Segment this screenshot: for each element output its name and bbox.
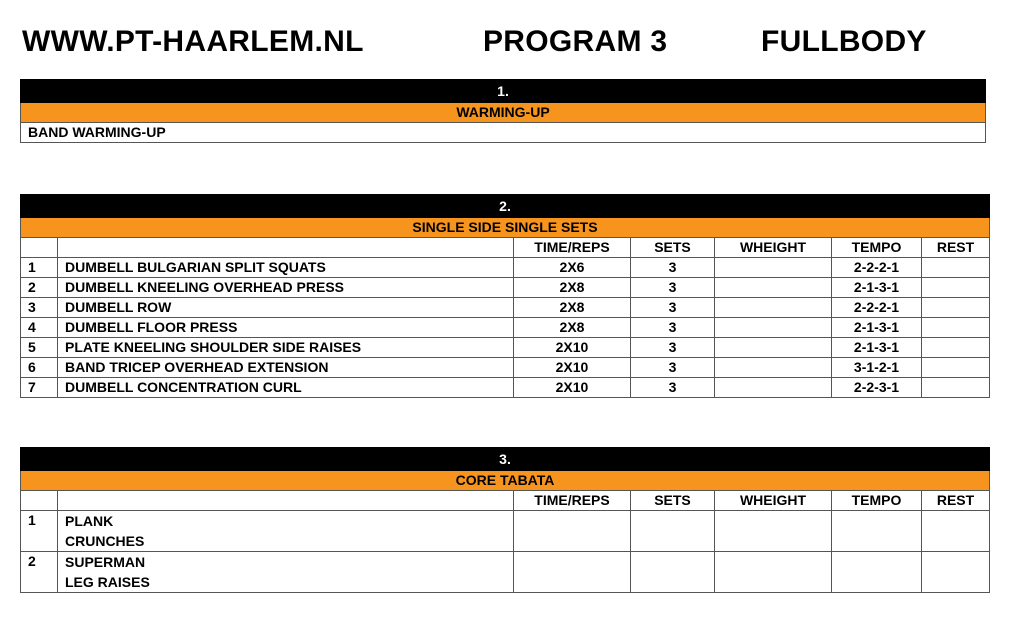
row-number: 2: [21, 552, 58, 593]
tempo-cell: 3-1-2-1: [832, 358, 922, 378]
sets-cell: 3: [631, 318, 715, 338]
section-core-tabata-table: [20, 447, 990, 593]
table-row: [21, 552, 990, 593]
sets-cell[interactable]: [631, 511, 715, 552]
rest-cell[interactable]: [922, 318, 990, 338]
rest-cell[interactable]: [922, 358, 990, 378]
exercise-name: PLATE KNEELING SHOULDER SIDE RAISES: [58, 338, 514, 358]
exercise-name: CRUNCHES: [65, 533, 145, 549]
col-time-reps: TIME/REPS: [514, 491, 631, 511]
exercise-name: LEG RAISES: [65, 574, 150, 590]
row-number: 1: [21, 258, 58, 278]
section-number: 3.: [21, 448, 990, 471]
row-number: 3: [21, 298, 58, 318]
col-weight: WHEIGHT: [715, 238, 832, 258]
col-sets: SETS: [631, 238, 715, 258]
tempo-cell: 2-1-3-1: [832, 338, 922, 358]
program-title: PROGRAM 3: [483, 25, 668, 58]
weight-cell[interactable]: [715, 552, 832, 593]
exercise-pair: [58, 511, 514, 552]
table-row: [21, 278, 990, 298]
rest-cell[interactable]: [922, 338, 990, 358]
section-warming-up-table: [20, 79, 986, 143]
rest-cell[interactable]: [922, 258, 990, 278]
tempo-cell[interactable]: [832, 552, 922, 593]
exercise-pair: [58, 552, 514, 593]
sets-cell: 3: [631, 258, 715, 278]
col-tempo: TEMPO: [832, 238, 922, 258]
weight-cell[interactable]: [715, 258, 832, 278]
exercise-name: DUMBELL FLOOR PRESS: [58, 318, 514, 338]
row-number: 6: [21, 358, 58, 378]
exercise-name: SUPERMAN: [65, 554, 146, 570]
table-row: [21, 378, 990, 398]
reps-cell: 2X10: [514, 378, 631, 398]
section-title: WARMING-UP: [21, 103, 986, 123]
row-number: 1: [21, 511, 58, 552]
column-header-row: [21, 491, 990, 511]
tempo-cell: 2-1-3-1: [832, 278, 922, 298]
weight-cell[interactable]: [715, 511, 832, 552]
section-number: 2.: [21, 195, 990, 218]
section-single-sets-table: [20, 194, 990, 398]
exercise-name: DUMBELL BULGARIAN SPLIT SQUATS: [58, 258, 514, 278]
col-rest: REST: [922, 238, 990, 258]
table-row: [21, 258, 990, 278]
row-number: 5: [21, 338, 58, 358]
weight-cell[interactable]: [715, 278, 832, 298]
rest-cell[interactable]: [922, 278, 990, 298]
weight-cell[interactable]: [715, 358, 832, 378]
weight-cell[interactable]: [715, 378, 832, 398]
col-weight: WHEIGHT: [715, 491, 832, 511]
reps-cell: 2X6: [514, 258, 631, 278]
page-header: [22, 24, 1002, 64]
section-title: CORE TABATA: [21, 471, 990, 491]
sets-cell: 3: [631, 278, 715, 298]
row-number: 7: [21, 378, 58, 398]
weight-cell[interactable]: [715, 338, 832, 358]
weight-cell[interactable]: [715, 298, 832, 318]
sets-cell: 3: [631, 358, 715, 378]
rest-cell[interactable]: [922, 552, 990, 593]
exercise-name: BAND TRICEP OVERHEAD EXTENSION: [58, 358, 514, 378]
sets-cell: 3: [631, 298, 715, 318]
sets-cell: 3: [631, 378, 715, 398]
table-row: [21, 298, 990, 318]
exercise-name: PLANK: [65, 513, 114, 529]
program-type: FULLBODY: [761, 25, 927, 58]
exercise-name: DUMBELL CONCENTRATION CURL: [58, 378, 514, 398]
table-row: [21, 338, 990, 358]
reps-cell: 2X8: [514, 298, 631, 318]
column-header-row: [21, 238, 990, 258]
col-sets: SETS: [631, 491, 715, 511]
tempo-cell: 2-2-3-1: [832, 378, 922, 398]
reps-cell: 2X10: [514, 358, 631, 378]
table-row: [21, 511, 990, 552]
reps-cell: 2X8: [514, 318, 631, 338]
col-tempo: TEMPO: [832, 491, 922, 511]
weight-cell[interactable]: [715, 318, 832, 338]
rest-cell[interactable]: [922, 511, 990, 552]
table-row: [21, 318, 990, 338]
reps-cell: 2X10: [514, 338, 631, 358]
exercise-name: DUMBELL KNEELING OVERHEAD PRESS: [58, 278, 514, 298]
exercise-name: DUMBELL ROW: [58, 298, 514, 318]
rest-cell[interactable]: [922, 298, 990, 318]
reps-cell[interactable]: [514, 511, 631, 552]
exercise-name: BAND WARMING-UP: [21, 123, 986, 143]
tempo-cell[interactable]: [832, 511, 922, 552]
sets-cell[interactable]: [631, 552, 715, 593]
section-number: 1.: [21, 80, 986, 103]
col-time-reps: TIME/REPS: [514, 238, 631, 258]
reps-cell[interactable]: [514, 552, 631, 593]
section-title: SINGLE SIDE SINGLE SETS: [21, 218, 990, 238]
rest-cell[interactable]: [922, 378, 990, 398]
table-row: [21, 358, 990, 378]
reps-cell: 2X8: [514, 278, 631, 298]
site-url[interactable]: WWW.PT-HAARLEM.NL: [22, 25, 364, 58]
col-rest: REST: [922, 491, 990, 511]
sets-cell: 3: [631, 338, 715, 358]
row-number: 2: [21, 278, 58, 298]
tempo-cell: 2-1-3-1: [832, 318, 922, 338]
tempo-cell: 2-2-2-1: [832, 258, 922, 278]
row-number: 4: [21, 318, 58, 338]
tempo-cell: 2-2-2-1: [832, 298, 922, 318]
